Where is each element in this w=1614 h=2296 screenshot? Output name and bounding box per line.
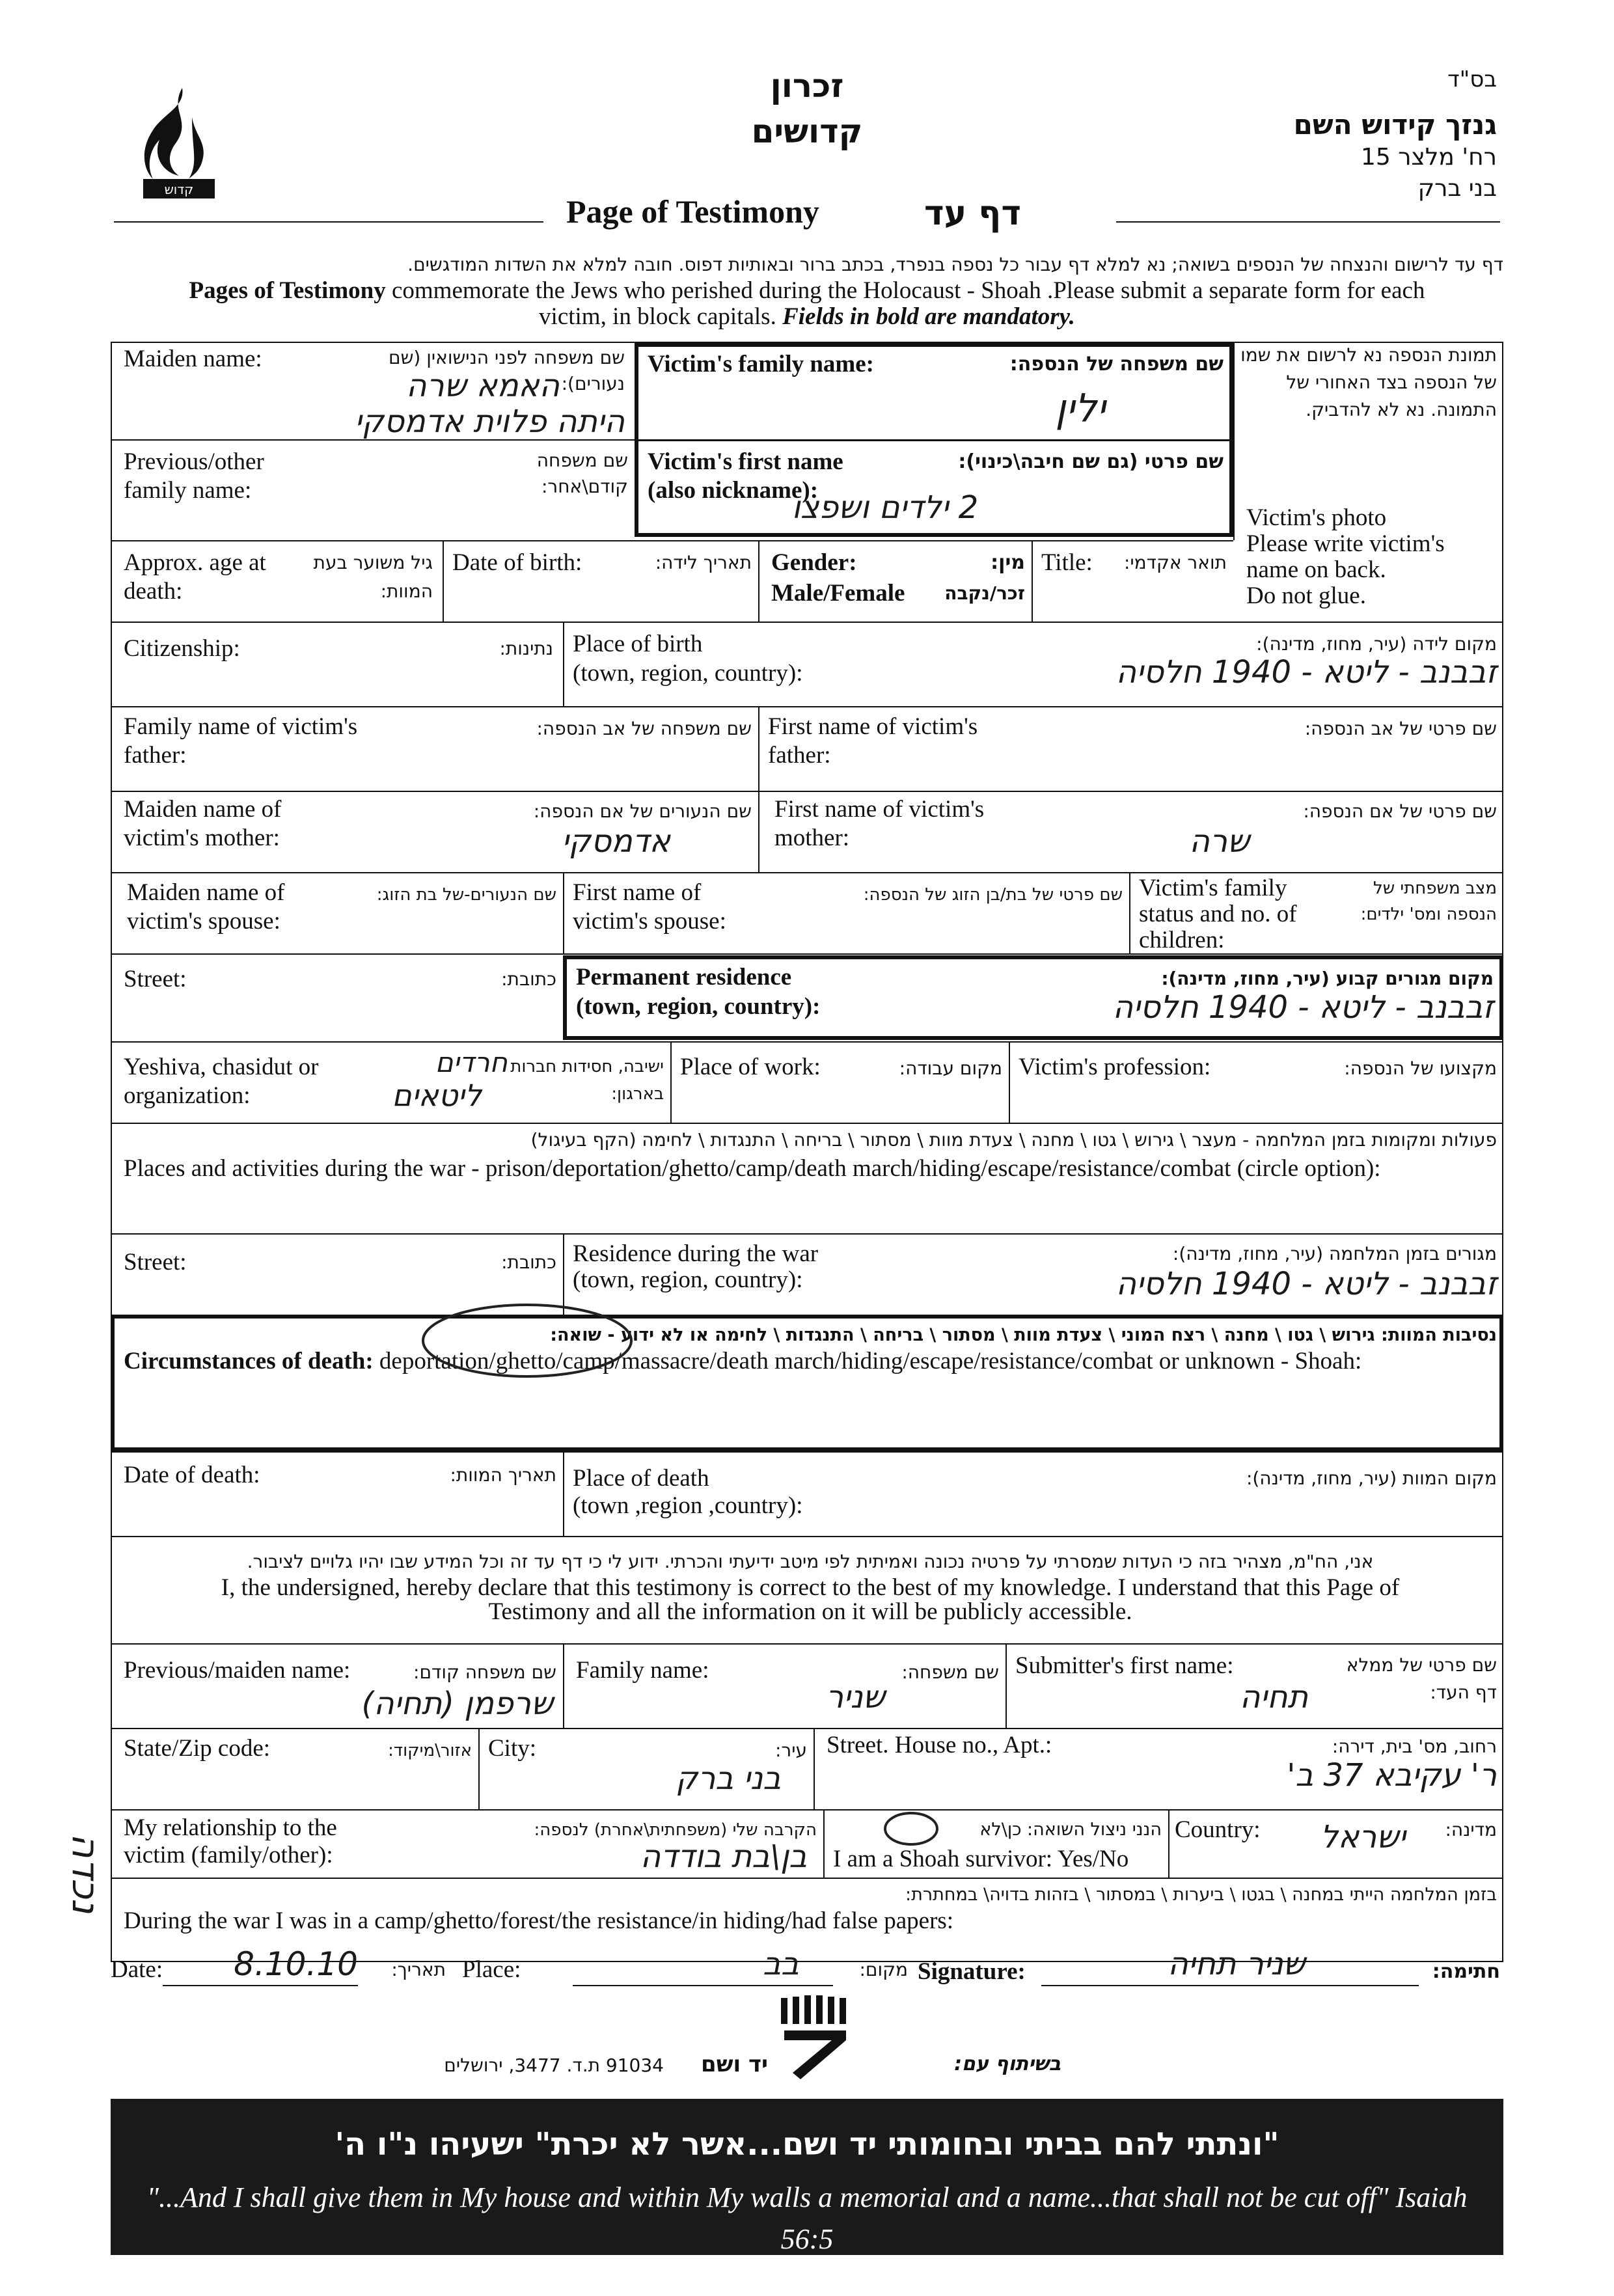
value-date[interactable]: 8.10.10 (234, 1945, 358, 1983)
label-prev-maiden-name: Previous/maiden name: (124, 1657, 351, 1684)
value-prev-maiden-name[interactable]: שרפמן (תחיה) (361, 1686, 553, 1722)
label-father-first-name-he: שם פרטי של אב הנספה: (1304, 718, 1497, 739)
photo-box-en-3: name on back. (1246, 556, 1386, 583)
date-underline (163, 1985, 358, 1986)
value-victim-family-name[interactable]: ילין (1055, 386, 1106, 431)
value-permanent-residence[interactable]: זבבנב - ליטא - 1940 חלסיה (1112, 989, 1494, 1026)
label-date-he: תאריך: (391, 1959, 446, 1980)
row-16-div-1 (823, 1809, 825, 1878)
circled-option-mark (417, 1298, 638, 1383)
label-zip: State/Zip code: (124, 1735, 271, 1762)
row-5-top (111, 791, 1503, 792)
label-country: Country: (1175, 1816, 1261, 1843)
label-place-of-work-he: מקום עבודה: (899, 1058, 1002, 1079)
row-15-div-1 (478, 1728, 480, 1809)
label-place-of-work: Place of work: (680, 1054, 821, 1080)
label-maiden-name: Maiden name: (124, 346, 262, 372)
label-street-he: כתובת: (501, 968, 556, 990)
label-submitter-first-name-he: שם פרטי של ממלא דף העד: (1346, 1654, 1497, 1703)
row-13-top (111, 1536, 1503, 1537)
row-2-top (111, 540, 1233, 541)
war-status-he: בזמן המלחמה הייתי במחנה \ בגטו \ ביערות \ במסתור \ בזהות בדויה\ במחתרת: (905, 1885, 1497, 1905)
quote-banner (111, 2099, 1503, 2255)
label-city-he: עיר: (774, 1740, 807, 1761)
value-maiden-name-1[interactable]: האמא שרה (406, 368, 560, 404)
label-approx-age-he: גיל משוער בעת המוות: (313, 552, 433, 602)
label-father-family-name: Family name of victim's father: (124, 713, 358, 769)
gender-options-he[interactable]: זכר/נקבה (944, 582, 1025, 604)
declaration-he: אני, הח"מ, מצהיר בזה כי העדות שמסרתי על פרטיה נכונה ואמיתית לפי מיטב ידיעתי והכרתי. ידוע לי כי דף עד זה וכל המידע שבו יהיו גלויים לציבור. (247, 1551, 1374, 1572)
label-victim-first-name: Victim's first name (also nickname): (648, 448, 843, 504)
margin-note: נכדה (64, 1833, 108, 1913)
label-war-residence-he: מגורים בזמן המלחמה (עיר, מחוז, מדינה): (1172, 1243, 1497, 1264)
label-submitter-street-he: רחוב, מס' בית, דירה: (1332, 1736, 1497, 1757)
row-17-top (111, 1878, 1503, 1879)
value-place-of-birth[interactable]: זבבנב - ליטא - 1940 חלסיה (1115, 654, 1497, 690)
label-spouse-first-name-he: שם פרטי של בת/בן הזוג של הנספה: (863, 885, 1123, 905)
label-yeshiva-he: ישיבה, חסידות חברות בארגון: (510, 1057, 664, 1104)
label-father-first-name: First name of victim's father: (768, 713, 978, 769)
label-family-status-he: מצב משפחתי של הנספה ומס' ילדים: (1360, 879, 1497, 924)
value-country[interactable]: ישראל (1320, 1819, 1406, 1855)
label-place-of-death-he: מקום המוות (עיר, מחוז, מדינה): (1246, 1468, 1497, 1489)
label-gender: Gender: (771, 549, 857, 576)
row-6-top (111, 872, 1503, 873)
declaration-en-1: I, the undersigned, hereby declare that this testimony is correct to the best of my knowledge. I understand that this Page of (221, 1574, 1400, 1601)
label-date-of-death: Date of death: (124, 1462, 260, 1488)
label-place: Place: (462, 1956, 521, 1983)
row-8-div-1 (670, 1041, 672, 1123)
signature-underline (1041, 1985, 1419, 1986)
label-relationship: My relationship to the victim (family/other): (124, 1814, 337, 1868)
title-rule-right (1116, 221, 1500, 223)
row-16-div-2 (1168, 1809, 1169, 1878)
row-15-top (111, 1728, 1503, 1729)
label-date: Date: (111, 1956, 163, 1983)
label-family-status: Victim's family status and no. of children: (1139, 875, 1297, 953)
row-7-top (111, 953, 1503, 955)
yad-vashem-name: יד ושם (701, 2051, 768, 2077)
gender-options-en[interactable]: Male/Female (771, 580, 905, 607)
value-submitter-first-name[interactable]: תחיה (1240, 1679, 1308, 1715)
photo-divider (1233, 342, 1235, 540)
label-survivor-en[interactable]: I am a Shoah survivor: Yes/No (833, 1846, 1129, 1872)
row-14-div-1 (563, 1643, 564, 1728)
quote-en: "...And I shall give them in My house and within My walls a memorial and a name...that shall not be cut off" Isaiah 56:5 (146, 2181, 1468, 2255)
footer-address: 91034 ת.ד. 3477, ירושלים (444, 2055, 664, 2076)
label-yeshiva: Yeshiva, chasidut or organization: (124, 1054, 319, 1109)
intro-he: דף עד לרישום והנצחה של הנספים בשואה; נא למלא דף עבור כל נספה בנפרד, בכתב ברור ובאותיות דפוס. חובה למלא את השדות המודגשים. (407, 254, 1503, 275)
label-title: Title: (1041, 549, 1093, 576)
row-14-top (111, 1643, 1503, 1645)
label-mother-maiden-name-he: שם הנעורים של אם הנספה: (533, 800, 752, 822)
label-date-of-death-he: תאריך המוות: (450, 1464, 556, 1486)
row-3-div (563, 622, 564, 706)
label-permanent-residence: Permanent residence (576, 964, 792, 991)
label-prev-maiden-name-he: שם משפחה קודם: (413, 1661, 556, 1683)
title-he-kedoshim: קדושים (751, 113, 863, 150)
label-place-of-birth: Place of birth (573, 631, 703, 657)
row-4-top (111, 706, 1503, 707)
value-signature[interactable]: שניר תחיה (1168, 1946, 1306, 1982)
page-title-en: Page of Testimony (566, 193, 819, 230)
label-profession-he: מקצועו של הנספה: (1344, 1058, 1497, 1079)
row-8-div-2 (1009, 1041, 1010, 1123)
label-victim-family-name: Victim's family name: (648, 351, 874, 377)
row-15-div-2 (814, 1728, 815, 1809)
row-12-top (111, 1451, 1503, 1453)
value-yeshiva-1[interactable]: חרדים (435, 1046, 508, 1078)
row-4-div (758, 706, 759, 791)
label-place-of-death-2: (town ,region ,country): (573, 1492, 803, 1519)
war-places-he: פעולות ומקומות בזמן המלחמה - מעצר \ גירוש \ גטו \ מחנה \ צעדת מוות \ מסתור \ בריחה \ התנגדות \ לחימה (הקף בעיגול) (530, 1129, 1497, 1151)
row-6-div-1 (563, 872, 564, 953)
intro-en-line-2: victim, in block capitals. Fields in bold are mandatory. (539, 303, 1075, 330)
stamp-line-2: גנזך קידוש השם (1293, 109, 1497, 141)
label-mother-first-name: First name of victim's mother: (774, 796, 985, 851)
label-survivor-he: הנני ניצול השואה: כן\לא (979, 1820, 1162, 1840)
label-citizenship-he: נתינות: (499, 638, 553, 659)
label-war-street-he: כתובת: (501, 1251, 556, 1273)
value-submitter-family-name[interactable]: שניר (825, 1679, 885, 1715)
label-date-of-birth-he: תאריך לידה: (655, 552, 752, 573)
row-2-div-2 (758, 540, 759, 622)
label-profession: Victim's profession: (1019, 1054, 1211, 1080)
title-rule-left (114, 221, 543, 223)
label-signature-he: חתימה: (1432, 1960, 1500, 1983)
label-spouse-maiden-name: Maiden name of victim's spouse: (127, 879, 285, 935)
value-place[interactable]: בב (763, 1946, 799, 1982)
label-city: City: (488, 1735, 537, 1762)
declaration-en-2: Testimony and all the information on it will be publicly accessible. (488, 1598, 1132, 1625)
row-6-div-2 (1129, 872, 1130, 953)
page-title-he: דף עד (924, 194, 1021, 233)
label-place-of-death: Place of death (573, 1465, 709, 1492)
row-10-top (111, 1233, 1503, 1235)
value-maiden-name-2[interactable]: היתה פלוית אדמסקי (355, 403, 625, 440)
label-spouse-first-name: First name of victim's spouse: (573, 879, 726, 935)
row-12-div (563, 1451, 564, 1536)
label-place-he: מקום: (859, 1959, 908, 1980)
partner-label: בשיתוף עם: (954, 2053, 1061, 2075)
value-city[interactable]: בני ברק (676, 1760, 781, 1797)
stamp-line-1: בס"ד (1447, 66, 1497, 92)
label-permanent-residence-he: מקום מגורים קבוע (עיר, מחוז, מדינה): (1161, 968, 1494, 989)
label-gender-he: מין: (991, 551, 1025, 574)
name-box-divider (635, 439, 1233, 441)
label-submitter-first-name: Submitter's first name: (1015, 1652, 1234, 1679)
label-citizenship: Citizenship: (124, 635, 240, 662)
row-14-div-2 (1005, 1643, 1007, 1728)
label-relationship-he: הקרבה שלי (משפחתית\אחרת) לנספה: (534, 1820, 817, 1840)
row-2-div-1 (443, 540, 444, 622)
memorial-flame-logo (130, 85, 228, 202)
row-3-top (111, 622, 1503, 623)
label-permanent-residence-2: (town, region, country): (576, 993, 821, 1020)
row-8-top (111, 1041, 1503, 1043)
place-underline (573, 1985, 833, 1986)
label-father-family-name-he: שם משפחה של אב הנספה: (536, 718, 752, 739)
label-zip-he: אזור\מיקוד: (388, 1741, 472, 1760)
value-mother-first-name[interactable]: שרה (1189, 823, 1250, 860)
intro-en-line-1: Pages of Testimony commemorate the Jews who perished during the Holocaust - Shoah .Please submit a separate form for each (189, 277, 1425, 304)
death-circumstances-en[interactable]: Circumstances of death: deportation/ghetto/camp/massacre/death march/hiding/escape/resistance/combat or unknown - Shoah: (124, 1348, 1362, 1374)
label-mother-maiden-name: Maiden name of victim's mother: (124, 796, 282, 851)
war-status-en[interactable]: During the war I was in a camp/ghetto/forest/the resistance/in hiding/had false papers: (124, 1907, 954, 1934)
war-places-en[interactable]: Places and activities during the war - prison/deportation/ghetto/camp/death march/hiding/escape/resistance/combat (circle option): (124, 1155, 1381, 1182)
label-signature: Signature: (918, 1958, 1026, 1985)
photo-box-en-2: Please write victim's (1246, 530, 1445, 557)
value-submitter-street[interactable]: ר' עקיבא 37 ב' (1287, 1757, 1497, 1794)
label-date-of-birth: Date of birth: (452, 549, 582, 576)
photo-box-en-4: Do not glue. (1246, 582, 1366, 609)
label-war-residence-2: (town, region, country): (573, 1266, 803, 1293)
death-circumstances-he: נסיבות המוות: גירוש \ גטו \ מחנה \ רצח המוני \ צעדת מוות \ מסתור \ בריחה \ התנגדות \ לחימה או לא ידוע - שואה: (550, 1325, 1497, 1345)
label-maiden-name-he: שם משפחה לפני הנישואין (שם נעורים): (388, 347, 625, 394)
label-title-he: תואר אקדמי: (1123, 552, 1227, 573)
svg-text:קדוש: קדוש (164, 182, 194, 197)
stamp-line-3: רח' מלצר 15 (1360, 144, 1497, 171)
label-approx-age: Approx. age at death: (124, 549, 266, 605)
quote-he: "ונתתי להם בביתי ובחומותי יד ושם...אשר לא יכרת" ישעיהו נ"ו ה' (335, 2126, 1279, 2163)
photo-box-en-1: Victim's photo (1246, 504, 1387, 531)
label-previous-family-name-he: שם משפחה קודם\אחר: (536, 450, 628, 497)
label-previous-family-name: Previous/other family name: (124, 448, 264, 504)
row-16-top (111, 1809, 1503, 1811)
yad-vashem-logo (774, 1991, 859, 2089)
label-victim-first-name-he: שם פרטי (גם שם חיבה\כינוי): (958, 450, 1224, 473)
label-war-residence: Residence during the war (573, 1240, 819, 1267)
label-submitter-family-name-he: שם משפחה: (901, 1661, 999, 1683)
row-9-top (111, 1123, 1503, 1124)
label-place-of-birth-2: (town, region, country): (573, 660, 803, 687)
value-relationship[interactable]: בן\בת בודדה (640, 1838, 807, 1875)
circled-no-mark (882, 1809, 940, 1848)
label-submitter-street: Street. House no., Apt.: (827, 1732, 1052, 1758)
value-victim-first-name[interactable]: 2 ילדים ושפצו (791, 489, 979, 526)
label-submitter-family-name: Family name: (576, 1657, 709, 1684)
label-country-he: מדינה: (1445, 1819, 1497, 1840)
value-yeshiva-2[interactable]: ליטאים (392, 1078, 482, 1113)
label-place-of-birth-he: מקום לידה (עיר, מחוז, מדינה): (1256, 633, 1497, 655)
title-he-zikaron: זכרון (770, 67, 844, 105)
value-mother-maiden-name[interactable]: אדמסקי (562, 823, 670, 860)
label-mother-first-name-he: שם פרטי של אם הנספה: (1303, 800, 1497, 822)
value-war-residence[interactable]: זבבנב - ליטא - 1940 חלסיה (1115, 1266, 1497, 1302)
stamp-line-4: בני ברק (1417, 175, 1497, 202)
label-spouse-maiden-name-he: שם הנעורים-של בת הזוג: (376, 885, 556, 905)
label-war-street: Street: (124, 1249, 187, 1276)
photo-box-he: תמונת הנספה נא לרשום את שמו של הנספה בצד האחורי של התמונה. נא לא להדביק. (1240, 344, 1497, 420)
row-2-div-3 (1032, 540, 1033, 622)
row-5-div (758, 791, 759, 872)
label-street: Street: (124, 966, 187, 992)
label-victim-family-name-he: שם משפחה של הנספה: (1009, 353, 1224, 376)
